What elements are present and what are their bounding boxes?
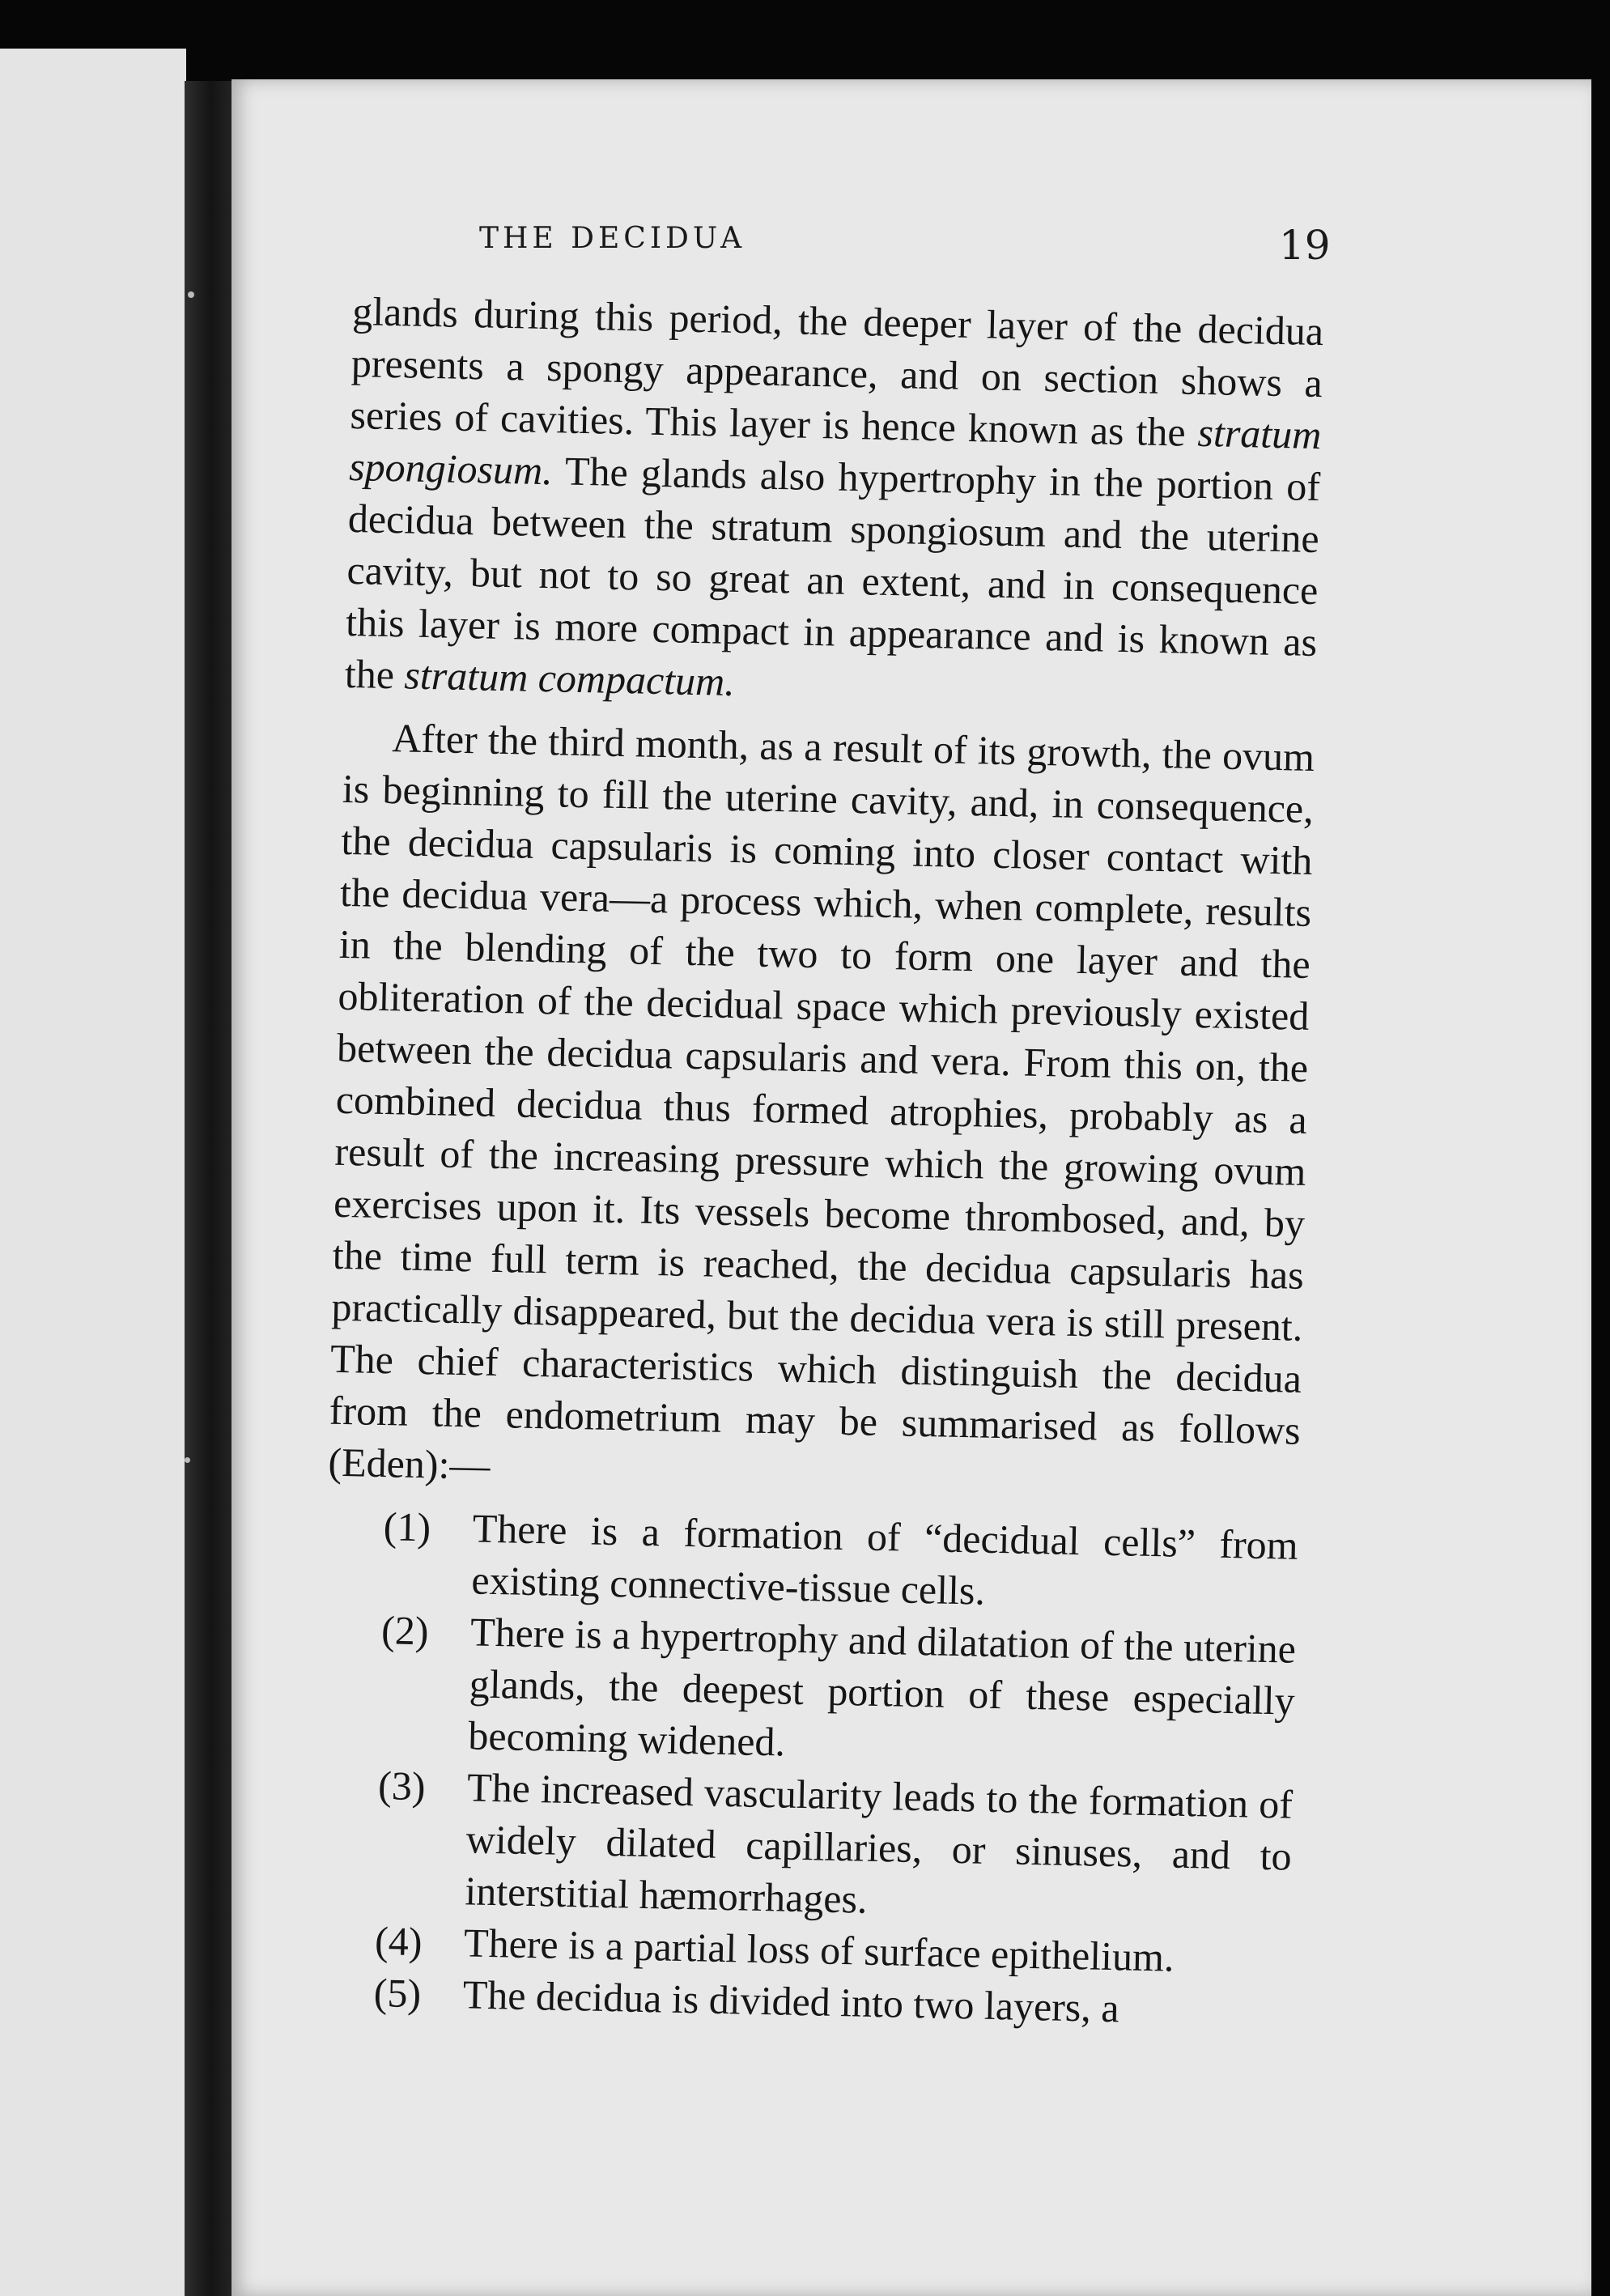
page-body	[316, 285, 1324, 2038]
list-item	[319, 1758, 1294, 1934]
list-item-text: The increased vascularity leads to the formation of widely dilated capillaries, or sinuses, and to interstitial hæmorrhages.	[464, 1764, 1294, 1922]
book-spine-shadow	[185, 81, 236, 2296]
list-item-text: The decidua is divided into two layers, a	[462, 1971, 1120, 2031]
running-title: THE DECIDUA	[479, 222, 746, 255]
italic-term: stratum spongiosum.	[348, 409, 1322, 494]
list-number: (2)	[380, 1607, 430, 1654]
list-item	[322, 1603, 1297, 1779]
scan-speck	[188, 291, 194, 298]
paragraph-text: glands during this period, the deeper layer of the decidua presents a spongy appearance, and on section shows a series of cavities. This layer is hence known as the	[350, 287, 1324, 455]
list-number: (4)	[374, 1918, 423, 1965]
list-item	[325, 1499, 1298, 1623]
paragraph-continued	[344, 285, 1323, 720]
page-number: 19	[1279, 222, 1331, 269]
paragraph: After the third month, as a result of its growth, the ovum is beginning to fill the uterine cavity, and, in consequence, the decidua capsularis is coming into closer contact with the decidua vera—a process which, when complete, results in the blending of the two to form one layer and the obliteration of the decidual space which previously existed between the decidua capsularis and vera. From this on, the combined decidua thus formed atrophies, probably as a result of the increasing pressure which the growing ovum exercises upon it. Its vessels become thrombosed, and, by the time full term is reached, the decidua capsularis has practically disappeared, but the decidua vera is still present. The chief characteristics which distinguish the decidua from the endometrium may be summarised as follows (Eden):—	[327, 715, 1315, 1488]
list-number: (1)	[383, 1503, 431, 1550]
list-number: (3)	[377, 1762, 427, 1809]
list-item-text: There is a partial loss of surface epithelium.	[463, 1920, 1175, 1980]
facing-page-edge	[0, 49, 186, 2296]
list-item-text: There is a hypertrophy and dilatation of the uterine glands, the deepest portion of these especially becoming widened.	[467, 1609, 1297, 1765]
characteristics-list	[316, 1499, 1298, 2038]
list-item-text: There is a formation of “decidual cells” from existing connective-tissue cells.	[470, 1505, 1299, 1614]
scan-speck	[185, 1457, 190, 1463]
paragraph-text: The glands also hypertrophy in the portion of decidua between the stratum spongiosum and the uterine cavity, but not to so great an extent, and in consequence this layer is more compact in appearance and is known as the	[344, 448, 1321, 698]
italic-term: stratum compactum.	[403, 652, 736, 704]
list-number: (5)	[373, 1970, 422, 2017]
